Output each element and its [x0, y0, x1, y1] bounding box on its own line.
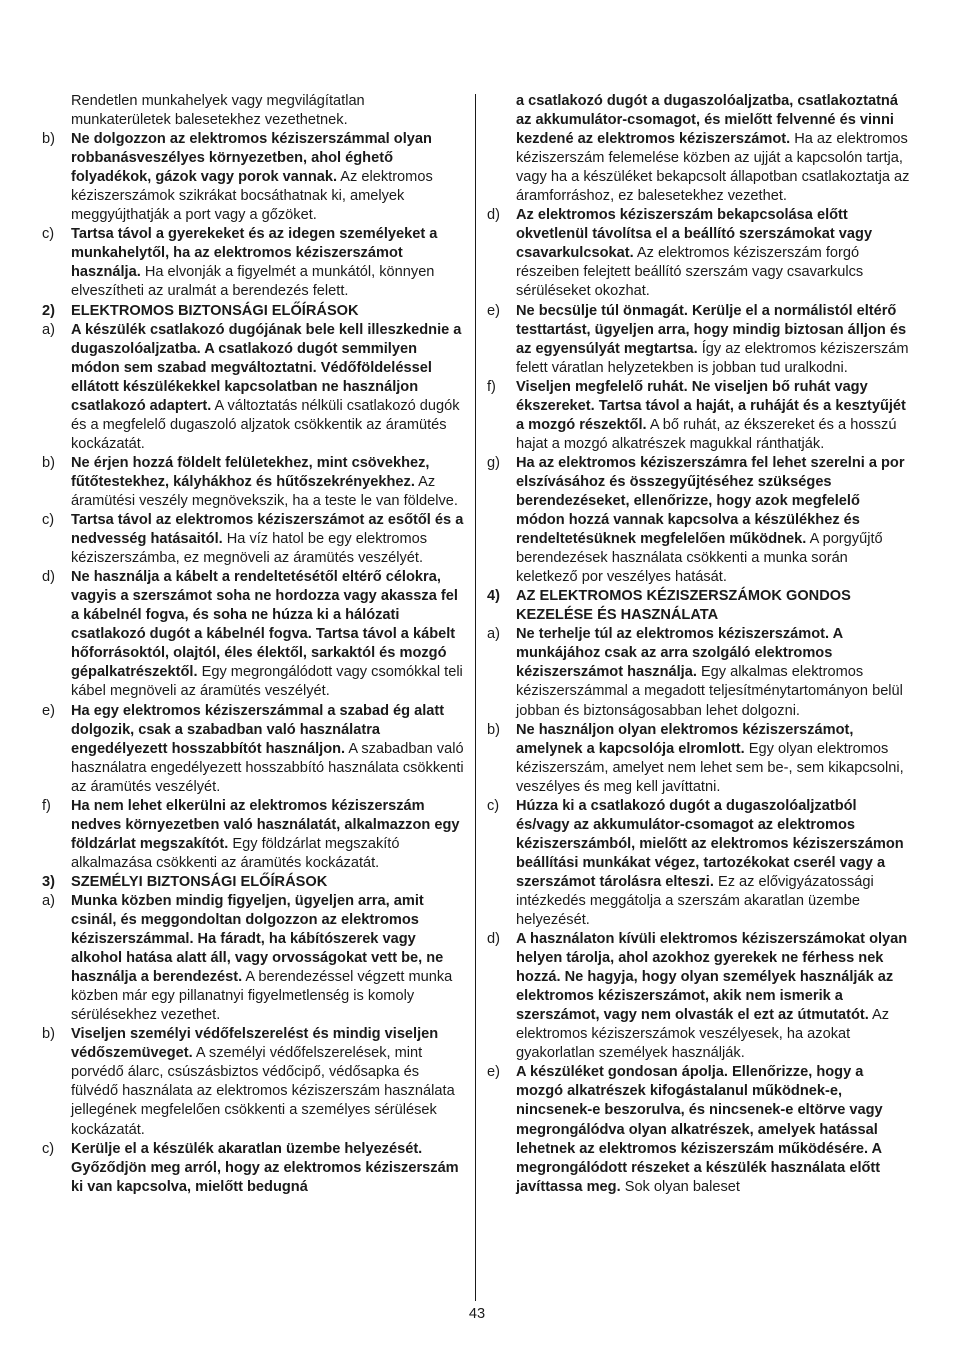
- section-heading: [487, 587, 912, 625]
- continued-paragraph: [487, 92, 912, 206]
- item-label: a): [487, 626, 500, 643]
- item-label: b): [42, 131, 55, 148]
- item-text: A bő ruhát, az ékszereket és a hosszú hajat a mozgó alkatrészek magukkal ránthatják.: [516, 416, 897, 452]
- item-label: a): [42, 892, 55, 909]
- item-label: f): [42, 797, 51, 814]
- item-text: Ez az elővigyázatossági intézkedés meggátolja a szerszám akaratlan üzembe helyezését.: [516, 873, 874, 929]
- item-bold-text: Munka közben mindig figyeljen, ügyeljen arra, amit csinál, és meggondoltan dolgozzon az elektromos kéziszerszámmal. Ha fáradt, ha kábítószerek vagy alkohol hatása alatt áll, vagy orvosságokat vett be, ne használja a berendezést.: [71, 892, 444, 986]
- item-text: A szabadban való használatra engedélyezett hosszabbító használata csökkenti az áramütés veszélyét.: [71, 740, 464, 795]
- item-text: Rendetlen munkahelyek vagy megvilágítatlan munkaterületek balesetekhez vezethetnek.: [71, 93, 365, 129]
- list-item: [42, 797, 464, 873]
- item-bold-text: Húzza ki a csatlakozó dugót a dugaszolóaljzatból és/vagy az akkumulátor-csomagot az elektromos kéziszerszámból, mielőtt az elektromos kéziszerszámon beállítási munkákat végez, tartozékokat cserél vagy a szerszámot tárolásra elteszi.: [516, 797, 904, 890]
- item-text: Egy földzárlat megszakító alkalmazása csökkenti az áramütés kockázatát.: [71, 835, 400, 871]
- item-bold-text: Ne érjen hozzá földelt felületekhez, mint csövekhez, fűtőtestekhez, kályhákhoz és hűtőszekrényekhez.: [71, 454, 430, 490]
- item-label: c): [487, 797, 500, 814]
- list-item: [42, 321, 464, 454]
- item-bold-text: Ha nem lehet elkerülni az elektromos kéziszerszám nedves környezetben való használatát, alkalmazzon egy földzárlat megszakítót.: [71, 797, 460, 852]
- item-bold-text: AZ ELEKTROMOS KÉZISZERSZÁMOK GONDOS KEZELÉSE ÉS HASZNÁLATA: [516, 588, 851, 624]
- item-bold-text: A használaton kívüli elektromos kéziszerszámokat olyan helyen tárolja, ahol azokhoz gyerekek ne férhess nek hozzá. Ne hagyja, hogy olyan személyek használják az elektromos kéziszerszámot, akik nem ismerik a szerszámot, vagy nem olvasták el ezt az útmutatót.: [516, 931, 908, 1024]
- list-item: [487, 378, 912, 454]
- list-item: [487, 721, 912, 797]
- item-label: f): [487, 378, 496, 395]
- list-item: [42, 511, 464, 568]
- list-item: [487, 206, 912, 301]
- item-bold-text: Az elektromos kéziszerszám bekapcsolása előtt okvetlenül távolítsa el a beállító szerszámokat vagy csavarkulcsokat.: [516, 207, 873, 262]
- item-text: Az elektromos kéziszerszámok szikrákat bocsáthatnak ki, amelyek meggyújthatják a port vagy a gőzöket.: [71, 169, 433, 224]
- list-item: [487, 302, 912, 378]
- list-item: [42, 1140, 464, 1197]
- item-bold-text: a csatlakozó dugót a dugaszolóaljzatba, csatlakoztatná az akkumulátor-csomagot, és mielőtt felvenné és vinni kezdené az elektromos kéziszerszámot.: [516, 93, 898, 148]
- list-item: [487, 454, 912, 587]
- item-text: Így az elektromos kéziszerszám felett váratlan helyzetekben is jobban tud uralkodni.: [516, 340, 909, 376]
- item-label: d): [487, 207, 500, 224]
- item-text: Az elektromos kéziszerszám forgó részeiben felejtett beállító szerszám vagy csavarkulcs sérüléseket okozhat.: [516, 245, 864, 300]
- item-bold-text: Kerülje el a készülék akaratlan üzembe helyezését. Győződjön meg arról, hogy az elektromos kéziszerszám ki van kapcsolva, mielőtt bedugná: [71, 1140, 459, 1195]
- item-label: d): [487, 931, 500, 948]
- item-text: Egy olyan elektromos kéziszerszám, amelyet nem lehet sem be-, sem kikapcsolni, veszélyes és meg kell javíttatni.: [516, 740, 904, 795]
- item-label: e): [487, 1064, 500, 1081]
- item-label: c): [42, 512, 55, 529]
- item-text: A porgyűjtő berendezések használata csökkenti a munka során keletkező por veszélyes hatását.: [516, 531, 883, 586]
- list-item: [487, 1063, 912, 1196]
- list-item: [487, 625, 912, 720]
- item-bold-text: A készülék csatlakozó dugójának bele kell illeszkednie a dugaszolóaljzatba. A csatlakozó dugót semmilyen módon sem szabad megváltoztatni. Védőföldeléssel ellátott készülékekkel kapcsolatban ne használjon csatlakozó adaptert.: [71, 321, 462, 414]
- list-item: [487, 930, 912, 1063]
- item-bold-text: Ha egy elektromos kéziszerszámmal a szabad ég alatt dolgozik, csak a szabadban való használatra engedélyezett hosszabbítót használjon.: [71, 702, 445, 757]
- item-text: Egy alkalmas elektromos kéziszerszámmal a megadott teljesítménytartományon belül jobban és biztonságosabban lehet dolgozni.: [516, 664, 903, 719]
- item-label: e): [42, 702, 55, 719]
- item-bold-text: Ne használjon olyan elektromos kéziszerszámot, amelynek a kapcsolója elromlott.: [516, 721, 854, 757]
- item-label: b): [42, 1026, 55, 1043]
- item-label: c): [42, 1140, 55, 1157]
- item-label: b): [42, 454, 55, 471]
- list-item: [42, 225, 464, 301]
- continued-paragraph: [42, 92, 464, 130]
- item-bold-text: Viseljen megfelelő ruhát. Ne viseljen bő ruhát vagy ékszereket. Tartsa távol a haját, a ruháját és a kesztyűjét a mozgó részektől.: [516, 378, 906, 433]
- list-item: [487, 797, 912, 930]
- item-label: d): [42, 569, 55, 586]
- list-item: [42, 454, 464, 511]
- list-item: [42, 702, 464, 797]
- item-bold-text: A készüléket gondosan ápolja. Ellenőrizze, hogy a mozgó alkatrészek kifogástalanul működnek-e, nincsenek-e beszorulva, és nincsenek-e eltörve vagy megrongálódva olyan alkatrészek, amelyek hatással lehetnek az elektromos kéziszerszám működésére. A megrongálódott részeket a készülék használata előtt javíttassa meg.: [516, 1064, 883, 1195]
- item-text: A személyi védőfelszerelések, mint porvédő álarc, csúszásbiztos védőcipő, védősapka és fülvédő használata az elektromos kéziszerszám használata jellegének megfelelően csökkenti a személyes sérülések kockázatát.: [71, 1045, 455, 1138]
- column-divider: [475, 94, 476, 1301]
- item-bold-text: Ne dolgozzon az elektromos kéziszerszámmal olyan robbanásveszélyes környezetben, ahol éghető folyadékok, gázok vagy porok vannak.: [71, 131, 432, 186]
- item-bold-text: ELEKTROMOS BIZTONSÁGI ELŐÍRÁSOK: [71, 302, 359, 319]
- item-label: 4): [487, 588, 500, 605]
- item-text: Ha az elektromos kéziszerszám felemelése közben az ujját a kapcsolón tartja, vagy ha a készüléket bekapcsolt állapotban csatlakoztatja az áramforráshoz, ez balesetekhez vezethet.: [516, 131, 910, 205]
- item-bold-text: Ne becsülje túl önmagát. Kerülje el a normálistól eltérő testtartást, ügyeljen arra, hogy mindig biztosan álljon és az egyensúlyát megtartsa.: [516, 302, 907, 357]
- item-label: b): [487, 721, 500, 738]
- item-text: Sok olyan baleset: [620, 1178, 740, 1195]
- list-item: [42, 130, 464, 225]
- item-text: Az elektromos kéziszerszámok veszélyesek, ha azokat gyakorlatlan személyek használják.: [516, 1007, 890, 1062]
- item-bold-text: Ne terhelje túl az elektromos kéziszerszámot. A munkájához csak az arra szolgáló elektromos kéziszerszámot használja.: [516, 626, 843, 681]
- list-item: [42, 1025, 464, 1139]
- item-text: Ha elvonják a figyelmét a munkától, könnyen elveszítheti az uralmát a berendezés felett.: [71, 264, 435, 300]
- item-label: c): [42, 226, 55, 243]
- item-label: g): [487, 454, 500, 471]
- item-bold-text: Ne használja a kábelt a rendeltetésétől eltérő célokra, vagyis a szerszámot soha ne hordozza vagy akassza fel a kábelnél fogva, és soha ne húzza ki a hálózati csatlakozó dugót a kábelnél fogva. Tartsa távol a kábelt hőforrásoktól, olajtól, éles élektől, sarkaktól és mozgó gépalkatrészektől.: [71, 569, 458, 681]
- item-label: 2): [42, 302, 55, 319]
- item-text: A változtatás nélküli csatlakozó dugók és a megfelelő dugaszoló aljzatok csökkentik az áramütés kockázatát.: [71, 397, 460, 452]
- left-column: [42, 92, 464, 1197]
- item-label: a): [42, 321, 55, 338]
- item-bold-text: SZEMÉLYI BIZTONSÁGI ELŐÍRÁSOK: [71, 873, 328, 890]
- item-text: Ha víz hatol be egy elektromos kéziszerszámba, ez megnöveli az áramütés veszélyét.: [71, 531, 428, 567]
- section-heading: [42, 873, 464, 892]
- section-heading: [42, 302, 464, 321]
- list-item: [42, 568, 464, 701]
- item-bold-text: Tartsa távol a gyerekeket és az idegen személyeket a munkahelytől, ha az elektromos kéziszerszámot használja.: [71, 226, 438, 281]
- item-text: A berendezéssel végzett munka közben már egy pillanatnyi figyelmetlenség is komoly sérülésekhez vezethet.: [71, 969, 453, 1024]
- item-label: 3): [42, 873, 55, 890]
- item-bold-text: Viseljen személyi védőfelszerelést és mindig viseljen védőszemüveget.: [71, 1026, 439, 1062]
- item-label: e): [487, 302, 500, 319]
- item-bold-text: Tartsa távol az elektromos kéziszerszámot az esőtől és a nedvesség hatásaitól.: [71, 512, 464, 548]
- item-text: Egy megrongálódott vagy csomókkal teli kábel megnöveli az áramütés veszélyét.: [71, 664, 463, 700]
- item-bold-text: Ha az elektromos kéziszerszámra fel lehet szerelni a por elszívásához és összegyűjtéséhez szükséges berendezéseket, ellenőrizze, hogy azok megfelelő módon hozzá vannak kapcsolva a készülékhez és rendeltetésüknek megfelelően működnek.: [516, 454, 905, 548]
- page-number: 43: [468, 1306, 486, 1322]
- item-text: Az áramütési veszély megnövekszik, ha a teste le van földelve.: [71, 473, 458, 509]
- list-item: [42, 892, 464, 1025]
- right-column: [487, 92, 912, 1197]
